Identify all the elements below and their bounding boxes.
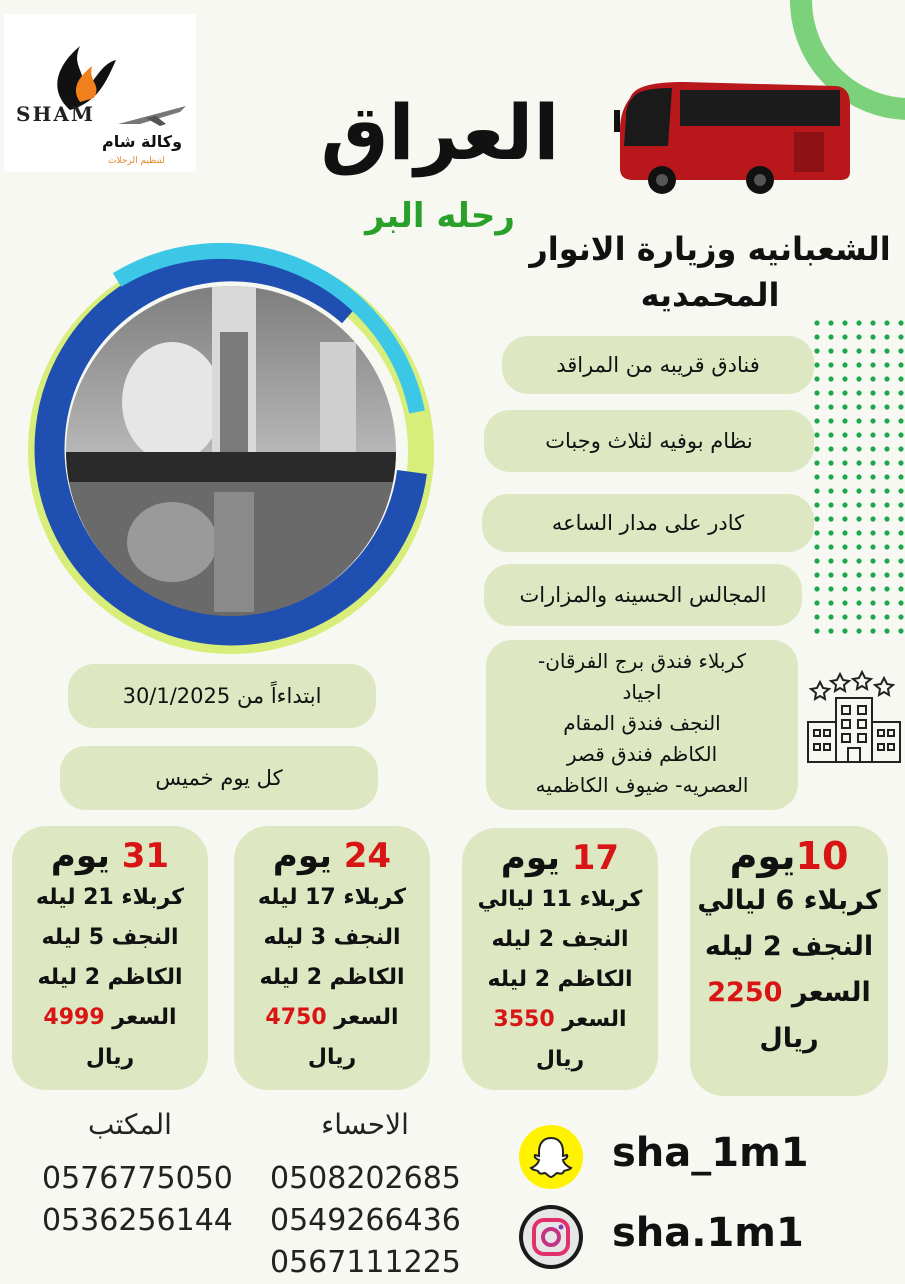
price-label: السعر: [334, 1005, 399, 1030]
hotel-line: كربلاء فندق برج الفرقان-: [537, 649, 747, 673]
phone-number[interactable]: 0549266436: [270, 1203, 461, 1238]
ahsa-phones: [270, 1158, 461, 1284]
package-line: الكاظم 2 ليله: [487, 967, 633, 992]
phone-number[interactable]: 0508202685: [270, 1161, 461, 1196]
package-currency: ريال: [535, 1047, 585, 1072]
departure-day: كل يوم خميس: [60, 746, 378, 810]
package-line: كربلاء 11 ليالي: [477, 887, 643, 912]
hotels-list: [486, 640, 798, 810]
logo-sub: لتنظيم الرحلات: [108, 156, 165, 166]
hotel-line: العصريه- ضيوف الكاظميه: [535, 773, 749, 797]
trip-heading: [520, 226, 900, 318]
logo-name: وكالة شام: [102, 132, 183, 151]
package-days-unit: يوم: [729, 834, 796, 878]
hotel-line: اجياد: [622, 680, 662, 704]
instagram-icon[interactable]: [518, 1204, 584, 1270]
package-days-unit: يوم: [50, 836, 110, 876]
ahsa-label: الاحساء: [321, 1108, 409, 1141]
page-title: العراق: [320, 88, 560, 177]
snapchat-icon[interactable]: [518, 1124, 584, 1190]
airplane-icon: [116, 102, 188, 130]
package-card-31: [12, 826, 208, 1090]
package-line: النجف 2 ليله: [704, 931, 874, 962]
feature-majalis: المجالس الحسينه والمزارات: [484, 564, 802, 626]
feature-buffet: نظام بوفيه لثلاث وجبات: [484, 410, 814, 472]
package-days: 24: [343, 836, 392, 876]
hotel-icon: [806, 668, 902, 766]
instagram-handle[interactable]: sha.1m1: [612, 1210, 804, 1256]
bus-illustration: [614, 80, 854, 195]
package-line: النجف 5 ليله: [41, 925, 179, 950]
price-label: السعر: [112, 1005, 177, 1030]
snapchat-handle[interactable]: sha_1m1: [612, 1130, 809, 1176]
phone-number[interactable]: 0567111225: [270, 1245, 461, 1280]
package-days-unit: يوم: [500, 838, 560, 878]
package-currency: ريال: [759, 1023, 819, 1054]
package-line: كربلاء 6 ليالي: [697, 885, 881, 916]
hotel-line: الكاظم فندق قصر: [566, 742, 718, 766]
price-label: السعر: [562, 1007, 627, 1032]
package-days-unit: يوم: [272, 836, 332, 876]
package-days: 31: [121, 836, 170, 876]
hotel-line: النجف فندق المقام: [563, 711, 721, 735]
page-subtitle: رحله البر: [365, 196, 515, 236]
package-line: النجف 3 ليله: [263, 925, 401, 950]
package-card-24: [234, 826, 430, 1090]
package-card-17: [462, 828, 658, 1090]
package-line: الكاظم 2 ليله: [37, 965, 183, 990]
feature-staff: كادر على مدار الساعه: [482, 494, 814, 552]
package-line: كربلاء 21 ليله: [35, 885, 185, 910]
trip-heading-line-2: المحمديه: [640, 276, 780, 314]
shrine-photo-frame: [22, 242, 440, 660]
agency-logo: [4, 14, 196, 172]
package-price: 4999: [43, 1005, 105, 1030]
package-price: 2250: [707, 977, 783, 1008]
dotted-pattern: [812, 318, 904, 636]
package-card-10: [690, 826, 888, 1096]
package-price: 3550: [493, 1007, 555, 1032]
start-date: ابتداءاً من 30/1/2025: [68, 664, 376, 728]
package-days: 10: [795, 834, 849, 878]
office-phones: [42, 1158, 233, 1242]
office-label: المكتب: [88, 1108, 172, 1141]
package-currency: ريال: [85, 1045, 135, 1070]
logo-brand: SHAM: [16, 102, 95, 126]
package-price: 4750: [265, 1005, 327, 1030]
package-currency: ريال: [307, 1045, 357, 1070]
price-label: السعر: [791, 977, 871, 1008]
package-line: الكاظم 2 ليله: [259, 965, 405, 990]
package-days: 17: [571, 838, 620, 878]
feature-hotels-near: فنادق قريبه من المراقد: [502, 336, 814, 394]
phone-number[interactable]: 0536256144: [42, 1203, 233, 1238]
phone-number[interactable]: 0576775050: [42, 1161, 233, 1196]
trip-heading-line-1: الشعبانيه وزيارة الانوار: [529, 230, 891, 268]
package-line: كربلاء 17 ليله: [257, 885, 407, 910]
package-line: النجف 2 ليله: [491, 927, 629, 952]
